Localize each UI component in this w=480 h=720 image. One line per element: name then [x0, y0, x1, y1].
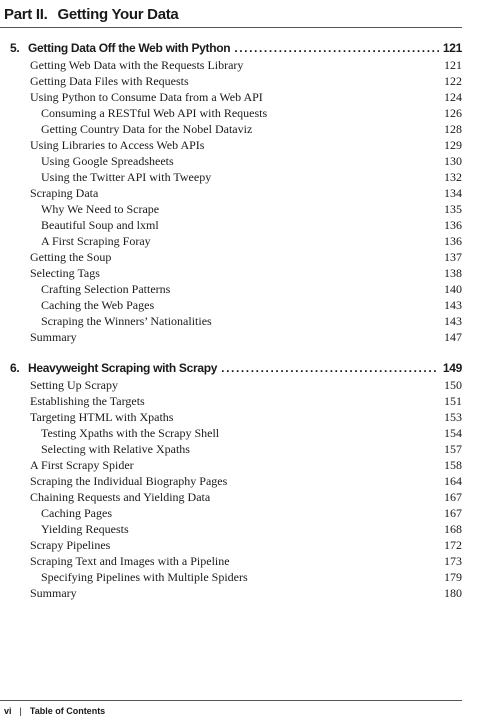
entry-page: 180	[444, 586, 462, 600]
dot-leader	[234, 41, 439, 55]
entry-title: Consuming a RESTful Web API with Requests	[41, 106, 268, 120]
toc-entry[interactable]	[10, 553, 462, 569]
toc-entry[interactable]	[10, 73, 462, 89]
entry-title: A First Scraping Foray	[41, 234, 151, 248]
entry-page: 179	[444, 570, 462, 584]
entry-page: 168	[444, 522, 462, 536]
entry-page: 130	[444, 154, 462, 168]
toc-entry[interactable]	[10, 89, 462, 105]
footer-separator: |	[19, 706, 22, 716]
entry-page: 138	[444, 266, 462, 280]
toc-entry[interactable]	[10, 121, 462, 137]
entry-page: 151	[444, 394, 462, 408]
entry-title: Beautiful Soup and lxml	[41, 218, 159, 232]
entry-title: Getting Country Data for the Nobel Dataviz	[41, 122, 253, 136]
entry-title: Scraping the Winners’ Nationalities	[41, 314, 212, 328]
entry-title: Using Python to Consume Data from a Web API	[30, 90, 263, 104]
chapter-number: 5.	[10, 41, 20, 55]
entry-title: Caching Pages	[41, 506, 112, 520]
entry-title: Yielding Requests	[41, 522, 129, 536]
toc-entry[interactable]	[10, 409, 462, 425]
entry-title: Targeting HTML with Xpaths	[30, 410, 174, 424]
entry-page: 122	[444, 74, 462, 88]
toc-entry[interactable]	[10, 169, 462, 185]
entry-page: 137	[444, 250, 462, 264]
entry-title: Establishing the Targets	[30, 394, 145, 408]
entry-page: 143	[444, 314, 462, 328]
toc-entry[interactable]	[10, 441, 462, 457]
chapter-heading[interactable]	[10, 361, 462, 377]
page-number: vi	[4, 706, 12, 716]
entry-title: Getting the Soup	[30, 250, 112, 264]
toc-entry[interactable]	[10, 265, 462, 281]
entry-title: Summary	[30, 330, 77, 344]
entry-page: 128	[444, 122, 462, 136]
dot-leader	[221, 361, 439, 375]
toc-entry[interactable]	[10, 585, 462, 601]
entry-page: 154	[444, 426, 462, 440]
entry-page: 147	[444, 330, 462, 344]
entry-page: 140	[444, 282, 462, 296]
entry-list	[10, 377, 462, 601]
chapter-heading[interactable]	[10, 41, 462, 57]
entry-title: Testing Xpaths with the Scrapy Shell	[41, 426, 220, 440]
entry-title: Caching the Web Pages	[41, 298, 155, 312]
toc-entry[interactable]	[10, 377, 462, 393]
part-number: Part II.	[4, 6, 48, 23]
entry-page: 167	[444, 490, 462, 504]
toc-entry[interactable]	[10, 57, 462, 73]
entry-page: 150	[444, 378, 462, 392]
entry-page: 132	[444, 170, 462, 184]
entry-page: 164	[444, 474, 462, 488]
toc-entry[interactable]	[10, 457, 462, 473]
toc-entry[interactable]	[10, 281, 462, 297]
entry-page: 167	[444, 506, 462, 520]
entry-title: Selecting Tags	[30, 266, 100, 280]
entry-page: 158	[444, 458, 462, 472]
toc-entry[interactable]	[10, 569, 462, 585]
toc-entry[interactable]	[10, 329, 462, 345]
chapter-5	[10, 41, 462, 345]
chapter-title: Getting Data Off the Web with Python	[28, 41, 231, 55]
part-title: Getting Your Data	[57, 6, 179, 23]
entry-title: Scraping Data	[30, 186, 99, 200]
entry-title: Scrapy Pipelines	[30, 538, 111, 552]
toc-entry[interactable]	[10, 537, 462, 553]
toc-entry[interactable]	[10, 297, 462, 313]
entry-title: Summary	[30, 586, 77, 600]
entry-page: 143	[444, 298, 462, 312]
toc-entry[interactable]	[10, 137, 462, 153]
entry-title: Using Libraries to Access Web APIs	[30, 138, 205, 152]
entry-title: Scraping the Individual Biography Pages	[30, 474, 228, 488]
toc-entry[interactable]	[10, 393, 462, 409]
entry-page: 157	[444, 442, 462, 456]
entry-title: Getting Data Files with Requests	[30, 74, 189, 88]
toc-entry[interactable]	[10, 105, 462, 121]
part-heading	[4, 6, 178, 23]
page-footer	[4, 706, 105, 716]
entry-title: Specifying Pipelines with Multiple Spiders	[41, 570, 248, 584]
entry-title: Setting Up Scrapy	[30, 378, 118, 392]
toc-entry[interactable]	[10, 201, 462, 217]
entry-page: 136	[444, 234, 462, 248]
toc-entry[interactable]	[10, 217, 462, 233]
toc-entry[interactable]	[10, 505, 462, 521]
chapter-title: Heavyweight Scraping with Scrapy	[28, 361, 218, 375]
toc-entry[interactable]	[10, 489, 462, 505]
entry-page: 126	[444, 106, 462, 120]
entry-page: 173	[444, 554, 462, 568]
entry-title: Selecting with Relative Xpaths	[41, 442, 190, 456]
entry-title: A First Scrapy Spider	[30, 458, 134, 472]
entry-title: Crafting Selection Patterns	[41, 282, 171, 296]
entry-page: 134	[444, 186, 462, 200]
entry-page: 153	[444, 410, 462, 424]
entry-list	[10, 57, 462, 345]
entry-title: Scraping Text and Images with a Pipeline	[30, 554, 230, 568]
toc-entry[interactable]	[10, 233, 462, 249]
toc-entry[interactable]	[10, 153, 462, 169]
entry-page: 121	[444, 58, 462, 72]
chapter-page: 149	[442, 361, 462, 375]
entry-page: 135	[444, 202, 462, 216]
entry-page: 124	[444, 90, 462, 104]
entry-title: Using Google Spreadsheets	[41, 154, 174, 168]
entry-page: 136	[444, 218, 462, 232]
entry-page: 129	[444, 138, 462, 152]
chapter-6	[10, 361, 462, 601]
header-rule	[0, 27, 462, 28]
entry-title: Chaining Requests and Yielding Data	[30, 490, 211, 504]
chapter-number: 6.	[10, 361, 20, 375]
chapter-page: 121	[442, 41, 462, 55]
entry-page: 172	[444, 538, 462, 552]
toc-entry[interactable]	[10, 313, 462, 329]
toc-entry[interactable]	[10, 521, 462, 537]
toc-entry[interactable]	[10, 185, 462, 201]
toc-entry[interactable]	[10, 249, 462, 265]
footer-section: Table of Contents	[29, 706, 106, 716]
entry-title: Why We Need to Scrape	[41, 202, 160, 216]
entry-title: Using the Twitter API with Tweepy	[41, 170, 212, 184]
entry-title: Getting Web Data with the Requests Library	[30, 58, 244, 72]
toc-entry[interactable]	[10, 425, 462, 441]
toc-entry[interactable]	[10, 473, 462, 489]
footer-rule	[0, 700, 462, 701]
